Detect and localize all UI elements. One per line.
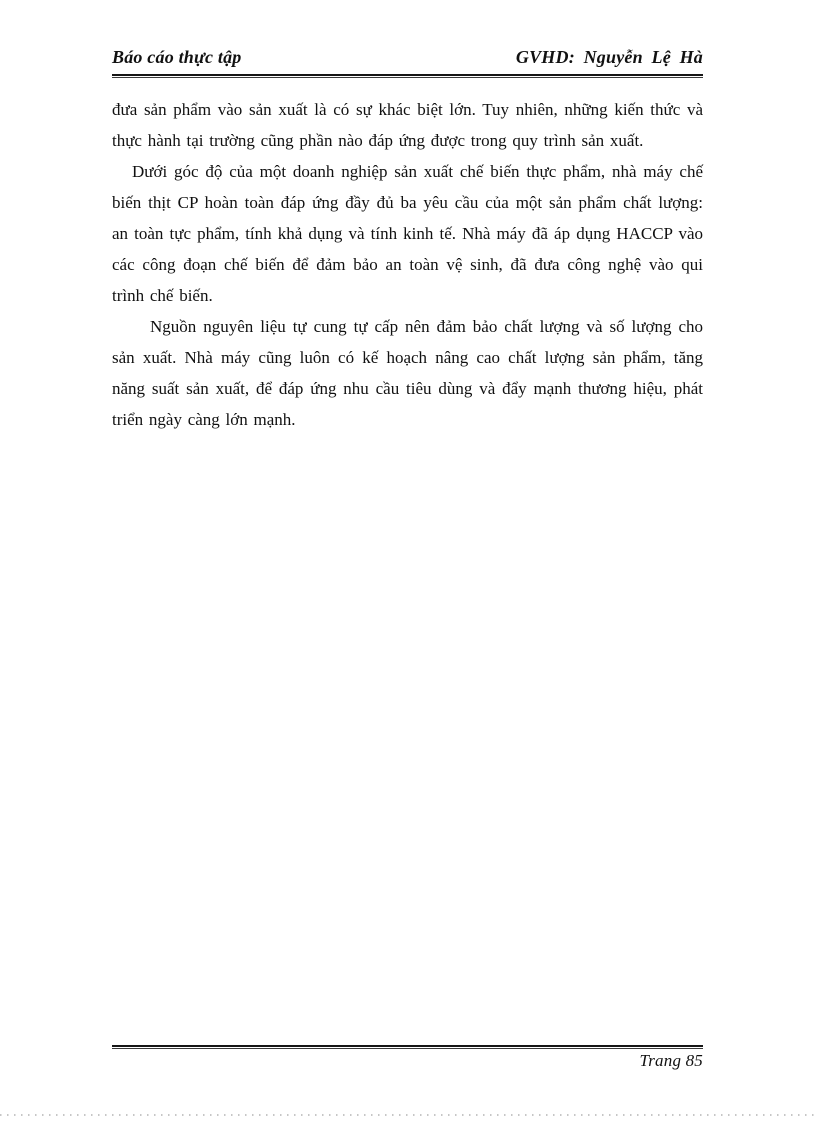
footer-rule: [112, 1045, 703, 1049]
page-bottom-dotted-divider: [0, 1114, 816, 1116]
paragraph: Nguồn nguyên liệu tự cung tự cấp nên đảm bảo chất lượng và số lượng cho sản xuất. Nhà máy cũng luôn có kế hoạch nâng cao chất lượng sản phẩm, tăng năng suất sản xuất, để đáp ứng nhu cầu tiêu dùng và đẩy mạnh thương hiệu, phát triển ngày càng lớn mạnh.: [112, 317, 703, 429]
header-rule-thin-line: [112, 77, 703, 78]
header-rule: [112, 74, 703, 78]
paragraph: Dưới góc độ của một doanh nghiệp sản xuất chế biến thực phẩm, nhà máy chế biến thịt CP hoàn toàn đáp ứng đầy đủ ba yêu cầu của một sản phẩm chất lượng: an toàn tực phẩm, tính khả dụng và tính kinh tế. Nhà máy đã áp dụng HACCP vào các công đoạn chế biến để đảm bảo an toàn vệ sinh, đã đưa công nghệ vào qui trình chế biến.: [112, 162, 703, 305]
header-supervisor-label: GVHD: Nguyễn Lệ Hà: [515, 47, 703, 67]
header-report-title: Báo cáo thực tập: [112, 47, 242, 67]
page-header: [112, 47, 703, 68]
footer-page-number: Trang 85: [639, 1051, 703, 1070]
footer-rule-thin-line: [112, 1048, 703, 1049]
document-body: [112, 94, 703, 435]
paragraph: đưa sản phẩm vào sản xuất là có sự khác biệt lớn. Tuy nhiên, những kiến thức và thực hành tại trường cũng phần nào đáp ứng được trong quy trình sản xuất.: [112, 100, 703, 150]
